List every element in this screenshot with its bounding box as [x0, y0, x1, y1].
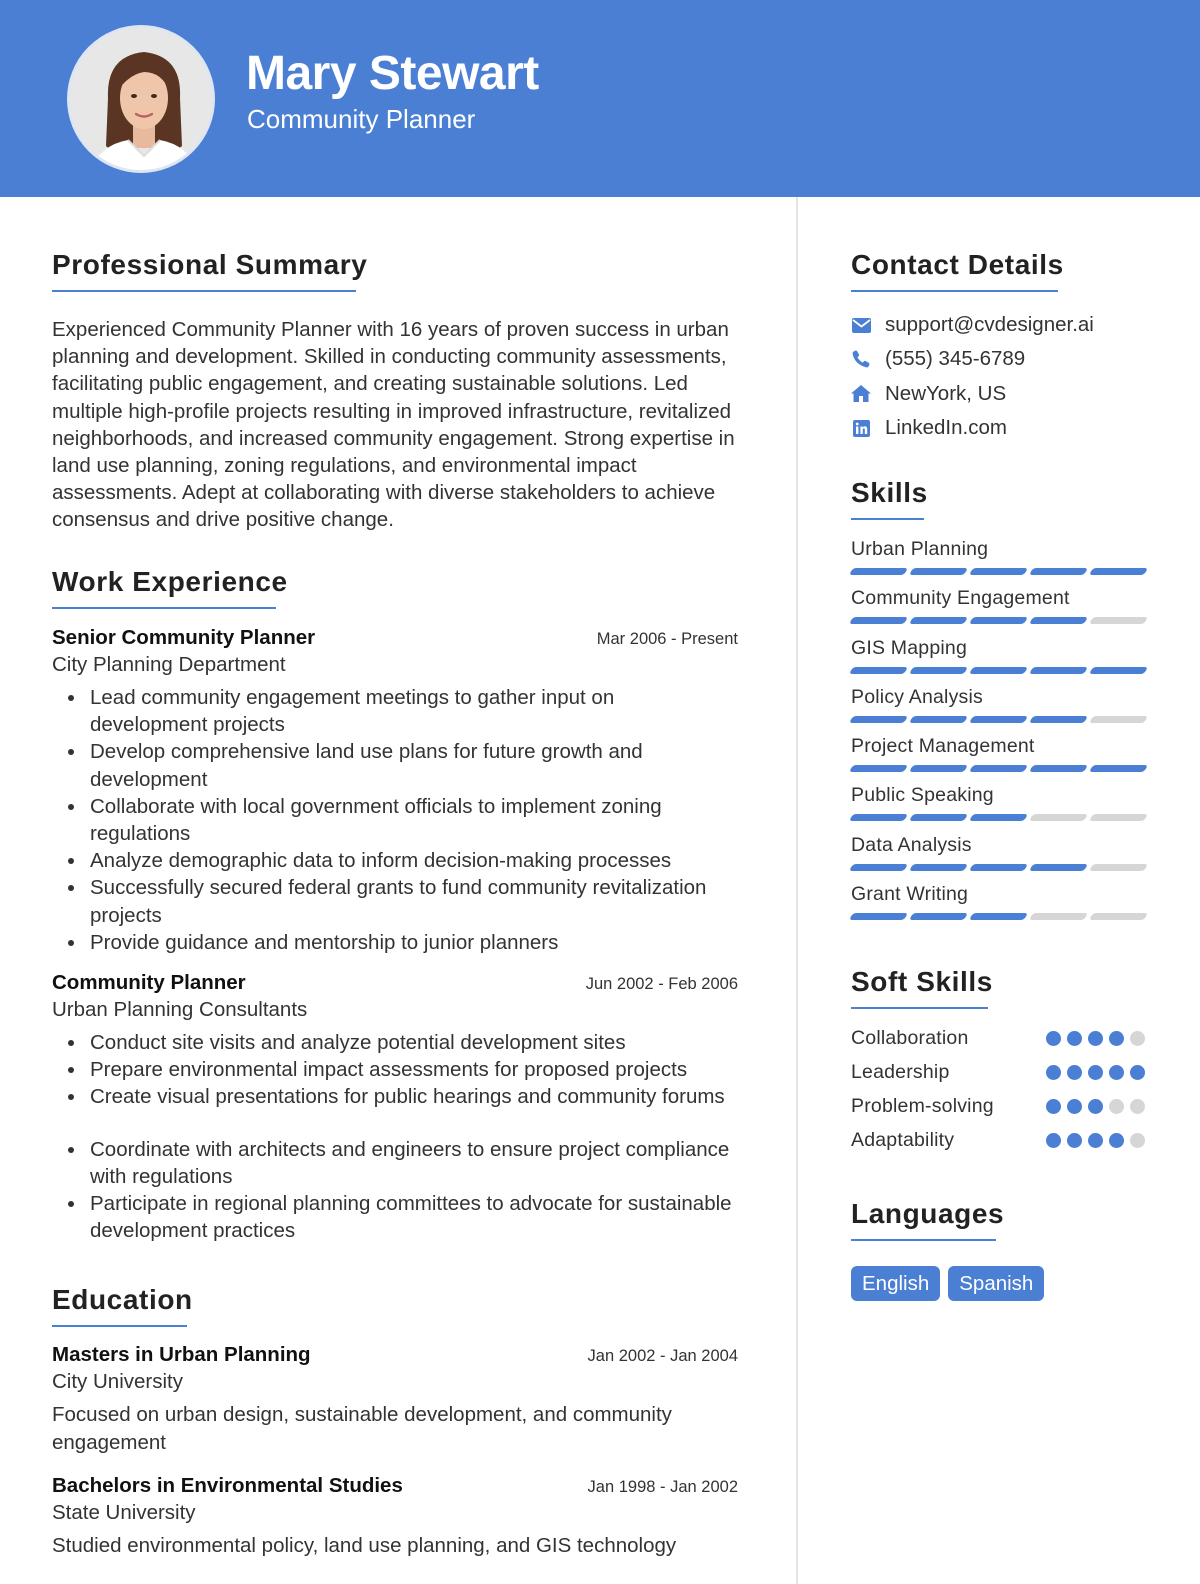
- contact-location-text: NewYork, US: [885, 381, 1007, 405]
- rating-dot-filled: [1067, 1099, 1082, 1114]
- skill-item: [851, 882, 1151, 931]
- skill-segment-filled: [1029, 864, 1088, 871]
- skill-segment-filled: [1089, 568, 1148, 575]
- section-title: Languages: [851, 1198, 1005, 1229]
- education-degree: Masters in Urban Planning: [52, 1343, 311, 1366]
- skill-segment-filled: [909, 667, 968, 674]
- soft-skill-item: [851, 1021, 1151, 1055]
- rating-dot-filled: [1046, 1031, 1061, 1046]
- education-school: State University: [52, 1501, 196, 1524]
- list-item: Analyze demographic data to inform decision-making processes: [52, 847, 712, 874]
- skill-item: [851, 537, 1151, 586]
- language-badge: Spanish: [948, 1266, 1044, 1301]
- linkedin-icon: [851, 418, 871, 438]
- section-title: Skills: [851, 477, 928, 508]
- skill-segment-filled: [909, 864, 968, 871]
- skill-segment-filled: [969, 667, 1028, 674]
- section-title: Contact Details: [851, 249, 1064, 280]
- summary-text: Experienced Community Planner with 16 years of proven success in urban planning and development. Skilled in conducting community assessments, facilitating public engagement, and creating sustainable solutions. Led multiple high-profile projects resulting in improved infrastructure, revitalized neighborhoods, and increased community engagement. Strong expertise in land use planning, zoning regulations, and environmental impact assessments. Adept at collaborating with diverse stakeholders to achieve consensus and drive positive change.: [52, 318, 735, 532]
- skill-segment-filled: [849, 667, 908, 674]
- section-underline: [52, 290, 356, 292]
- skill-level-bar: [851, 667, 1151, 674]
- list-item: Collaborate with local government officials to implement zoning regulations: [52, 793, 712, 847]
- skill-segment-filled: [1089, 667, 1148, 674]
- job-organization: City Planning Department: [52, 653, 286, 676]
- skill-segment-filled: [1029, 716, 1088, 723]
- skills-section: [851, 476, 1151, 931]
- skill-level-bar: [851, 716, 1151, 723]
- soft-skill-name: Problem-solving: [851, 1095, 994, 1117]
- rating-dot-empty: [1130, 1133, 1145, 1148]
- experience-section: [52, 565, 738, 1243]
- skill-name: GIS Mapping: [851, 636, 968, 659]
- list-item: Participate in regional planning committees to advocate for sustainable development practices: [52, 1190, 752, 1244]
- skill-segment-filled: [969, 814, 1028, 821]
- skill-segment-empty: [1089, 814, 1148, 821]
- education-header: [52, 1342, 738, 1368]
- education-school: City University: [52, 1370, 183, 1393]
- skill-item: [851, 636, 1151, 685]
- languages-section: [851, 1197, 1151, 1301]
- list-item: Prepare environmental impact assessments for proposed projects: [52, 1056, 752, 1083]
- education-section: [52, 1283, 738, 1557]
- list-item: Create visual presentations for public hearings and community forums: [52, 1083, 752, 1110]
- section-title: Education: [52, 1284, 193, 1315]
- section-underline: [851, 290, 1058, 292]
- skill-segment-filled: [969, 617, 1028, 624]
- contact-email-text: support@cvdesigner.ai: [885, 313, 1094, 337]
- soft-skill-name: Leadership: [851, 1061, 950, 1083]
- soft-skill-name: Collaboration: [851, 1027, 969, 1049]
- skill-segment-filled: [849, 913, 908, 920]
- contact-location: [851, 377, 1151, 411]
- summary-section: [52, 248, 752, 534]
- skill-segment-empty: [1089, 864, 1148, 871]
- rating-dot-filled: [1109, 1031, 1124, 1046]
- skill-item: [851, 734, 1151, 783]
- skill-segment-filled: [909, 716, 968, 723]
- skill-segment-filled: [969, 716, 1028, 723]
- skill-segment-empty: [1089, 913, 1148, 920]
- skill-segment-filled: [969, 568, 1028, 575]
- soft-skill-item: [851, 1055, 1151, 1089]
- skill-segment-filled: [909, 814, 968, 821]
- rating-dot-filled: [1088, 1099, 1103, 1114]
- skill-item: [851, 586, 1151, 635]
- phone-icon: [851, 349, 871, 369]
- education-entry: [52, 1473, 738, 1560]
- skill-level-bar: [851, 814, 1151, 821]
- contact-linkedin[interactable]: [851, 411, 1151, 445]
- skill-segment-filled: [909, 617, 968, 624]
- rating-dot-filled: [1046, 1133, 1061, 1148]
- job-header: [52, 625, 738, 651]
- soft-skill-rating: [1046, 1031, 1145, 1046]
- soft-skill-item: [851, 1123, 1151, 1157]
- skill-segment-filled: [849, 617, 908, 624]
- section-underline: [851, 1239, 996, 1241]
- skill-segment-filled: [849, 814, 908, 821]
- resume-header: [0, 0, 1200, 197]
- list-item: Coordinate with architects and engineers to ensure project compliance with regulations: [52, 1136, 752, 1190]
- skill-segment-filled: [1029, 765, 1088, 772]
- contact-email[interactable]: [851, 308, 1151, 342]
- contact-phone-text: (555) 345-6789: [885, 347, 1026, 371]
- skill-name: Urban Planning: [851, 538, 989, 560]
- language-badge: English: [851, 1266, 940, 1301]
- skill-segment-filled: [1029, 568, 1088, 575]
- soft-skill-rating: [1046, 1099, 1145, 1114]
- contact-phone[interactable]: [851, 342, 1151, 376]
- section-underline: [52, 607, 276, 609]
- job-organization: Urban Planning Consultants: [52, 998, 308, 1021]
- education-dates: Jan 1998 - Jan 2002: [587, 1478, 738, 1496]
- skill-segment-filled: [969, 864, 1028, 871]
- education-description: Studied environmental policy, land use planning, and GIS technology: [52, 1534, 677, 1557]
- soft-skills-section: [851, 965, 1151, 1157]
- job-role: Senior Community Planner: [52, 626, 316, 649]
- list-item: Develop comprehensive land use plans for future growth and development: [52, 738, 712, 792]
- job-header: [52, 970, 738, 996]
- skill-segment-filled: [849, 568, 908, 575]
- skill-segment-empty: [1029, 913, 1088, 920]
- rating-dot-filled: [1067, 1065, 1082, 1080]
- rating-dot-empty: [1130, 1099, 1145, 1114]
- home-icon: [851, 384, 871, 404]
- column-divider: [796, 197, 798, 1584]
- section-title: Professional Summary: [52, 249, 368, 280]
- skill-item: [851, 685, 1151, 734]
- skill-item: [851, 833, 1151, 882]
- skill-segment-empty: [1029, 814, 1088, 821]
- section-title: Soft Skills: [851, 966, 993, 997]
- rating-dot-filled: [1088, 1031, 1103, 1046]
- job-bullets-continued: [52, 1136, 752, 1245]
- soft-skill-name: Adaptability: [851, 1129, 955, 1151]
- soft-skill-rating: [1046, 1065, 1145, 1080]
- rating-dot-empty: [1109, 1099, 1124, 1114]
- rating-dot-filled: [1067, 1031, 1082, 1046]
- skill-segment-empty: [1089, 617, 1148, 624]
- skill-name: Policy Analysis: [851, 685, 983, 708]
- list-item: Lead community engagement meetings to gather input on development projects: [52, 684, 712, 738]
- skill-segment-filled: [909, 913, 968, 920]
- contact-section: [851, 248, 1151, 445]
- job-bullets: [52, 684, 712, 956]
- avatar: [67, 25, 215, 173]
- skill-segment-filled: [849, 765, 908, 772]
- contact-list: [851, 308, 1151, 445]
- skill-name: Data Analysis: [851, 833, 972, 856]
- job-dates: Mar 2006 - Present: [596, 630, 738, 648]
- skill-segment-filled: [1029, 667, 1088, 674]
- rating-dot-filled: [1067, 1133, 1082, 1148]
- job-dates: Jun 2002 - Feb 2006: [585, 975, 738, 993]
- rating-dot-filled: [1109, 1065, 1124, 1080]
- candidate-title: Community Planner: [247, 104, 476, 134]
- skill-name: Project Management: [851, 735, 1035, 758]
- skill-level-bar: [851, 765, 1151, 772]
- profile-photo: [70, 28, 215, 173]
- skill-segment-filled: [969, 765, 1028, 772]
- language-list: [851, 1266, 1151, 1301]
- education-dates: Jan 2002 - Jan 2004: [587, 1347, 738, 1365]
- skill-level-bar: [851, 913, 1151, 920]
- skill-level-bar: [851, 864, 1151, 871]
- job-entry: [52, 625, 738, 956]
- candidate-name: Mary Stewart: [246, 47, 539, 100]
- education-description: Focused on urban design, sustainable development, and community engagement: [52, 1403, 672, 1454]
- skill-name: Community Engagement: [851, 587, 1070, 610]
- rating-dot-filled: [1046, 1065, 1061, 1080]
- section-title: Work Experience: [52, 566, 288, 597]
- rating-dot-filled: [1109, 1133, 1124, 1148]
- skill-segment-filled: [909, 568, 968, 575]
- section-underline: [52, 1325, 187, 1327]
- skill-segment-empty: [1089, 716, 1148, 723]
- rating-dot-filled: [1130, 1065, 1145, 1080]
- envelope-icon: [851, 315, 871, 335]
- section-underline: [851, 518, 924, 520]
- soft-skill-item: [851, 1089, 1151, 1123]
- rating-dot-filled: [1088, 1133, 1103, 1148]
- skill-name: Grant Writing: [851, 883, 969, 906]
- education-header: [52, 1473, 738, 1499]
- skill-segment-filled: [849, 716, 908, 723]
- job-bullets: [52, 1029, 752, 1111]
- rating-dot-filled: [1046, 1099, 1061, 1114]
- skill-segment-filled: [909, 765, 968, 772]
- skill-level-bar: [851, 568, 1151, 575]
- job-entry: [52, 970, 738, 1244]
- skill-item: [851, 783, 1151, 832]
- section-underline: [851, 1007, 988, 1009]
- soft-skills-list: [851, 1021, 1151, 1157]
- list-item: Successfully secured federal grants to fund community revitalization projects: [52, 874, 712, 928]
- skill-name: Public Speaking: [851, 784, 994, 807]
- job-role: Community Planner: [52, 971, 246, 994]
- rating-dot-empty: [1130, 1031, 1145, 1046]
- education-degree: Bachelors in Environmental Studies: [52, 1474, 403, 1497]
- soft-skill-rating: [1046, 1133, 1145, 1148]
- skill-segment-filled: [1029, 617, 1088, 624]
- skill-segment-filled: [1089, 765, 1148, 772]
- skills-list: [851, 537, 1151, 931]
- rating-dot-filled: [1088, 1065, 1103, 1080]
- skill-segment-filled: [969, 913, 1028, 920]
- list-item: Provide guidance and mentorship to junior planners: [52, 929, 712, 956]
- education-entry: [52, 1342, 738, 1457]
- list-item: Conduct site visits and analyze potential development sites: [52, 1029, 752, 1056]
- skill-level-bar: [851, 617, 1151, 624]
- skill-segment-filled: [849, 864, 908, 871]
- contact-linkedin-text: LinkedIn.com: [885, 416, 1007, 440]
